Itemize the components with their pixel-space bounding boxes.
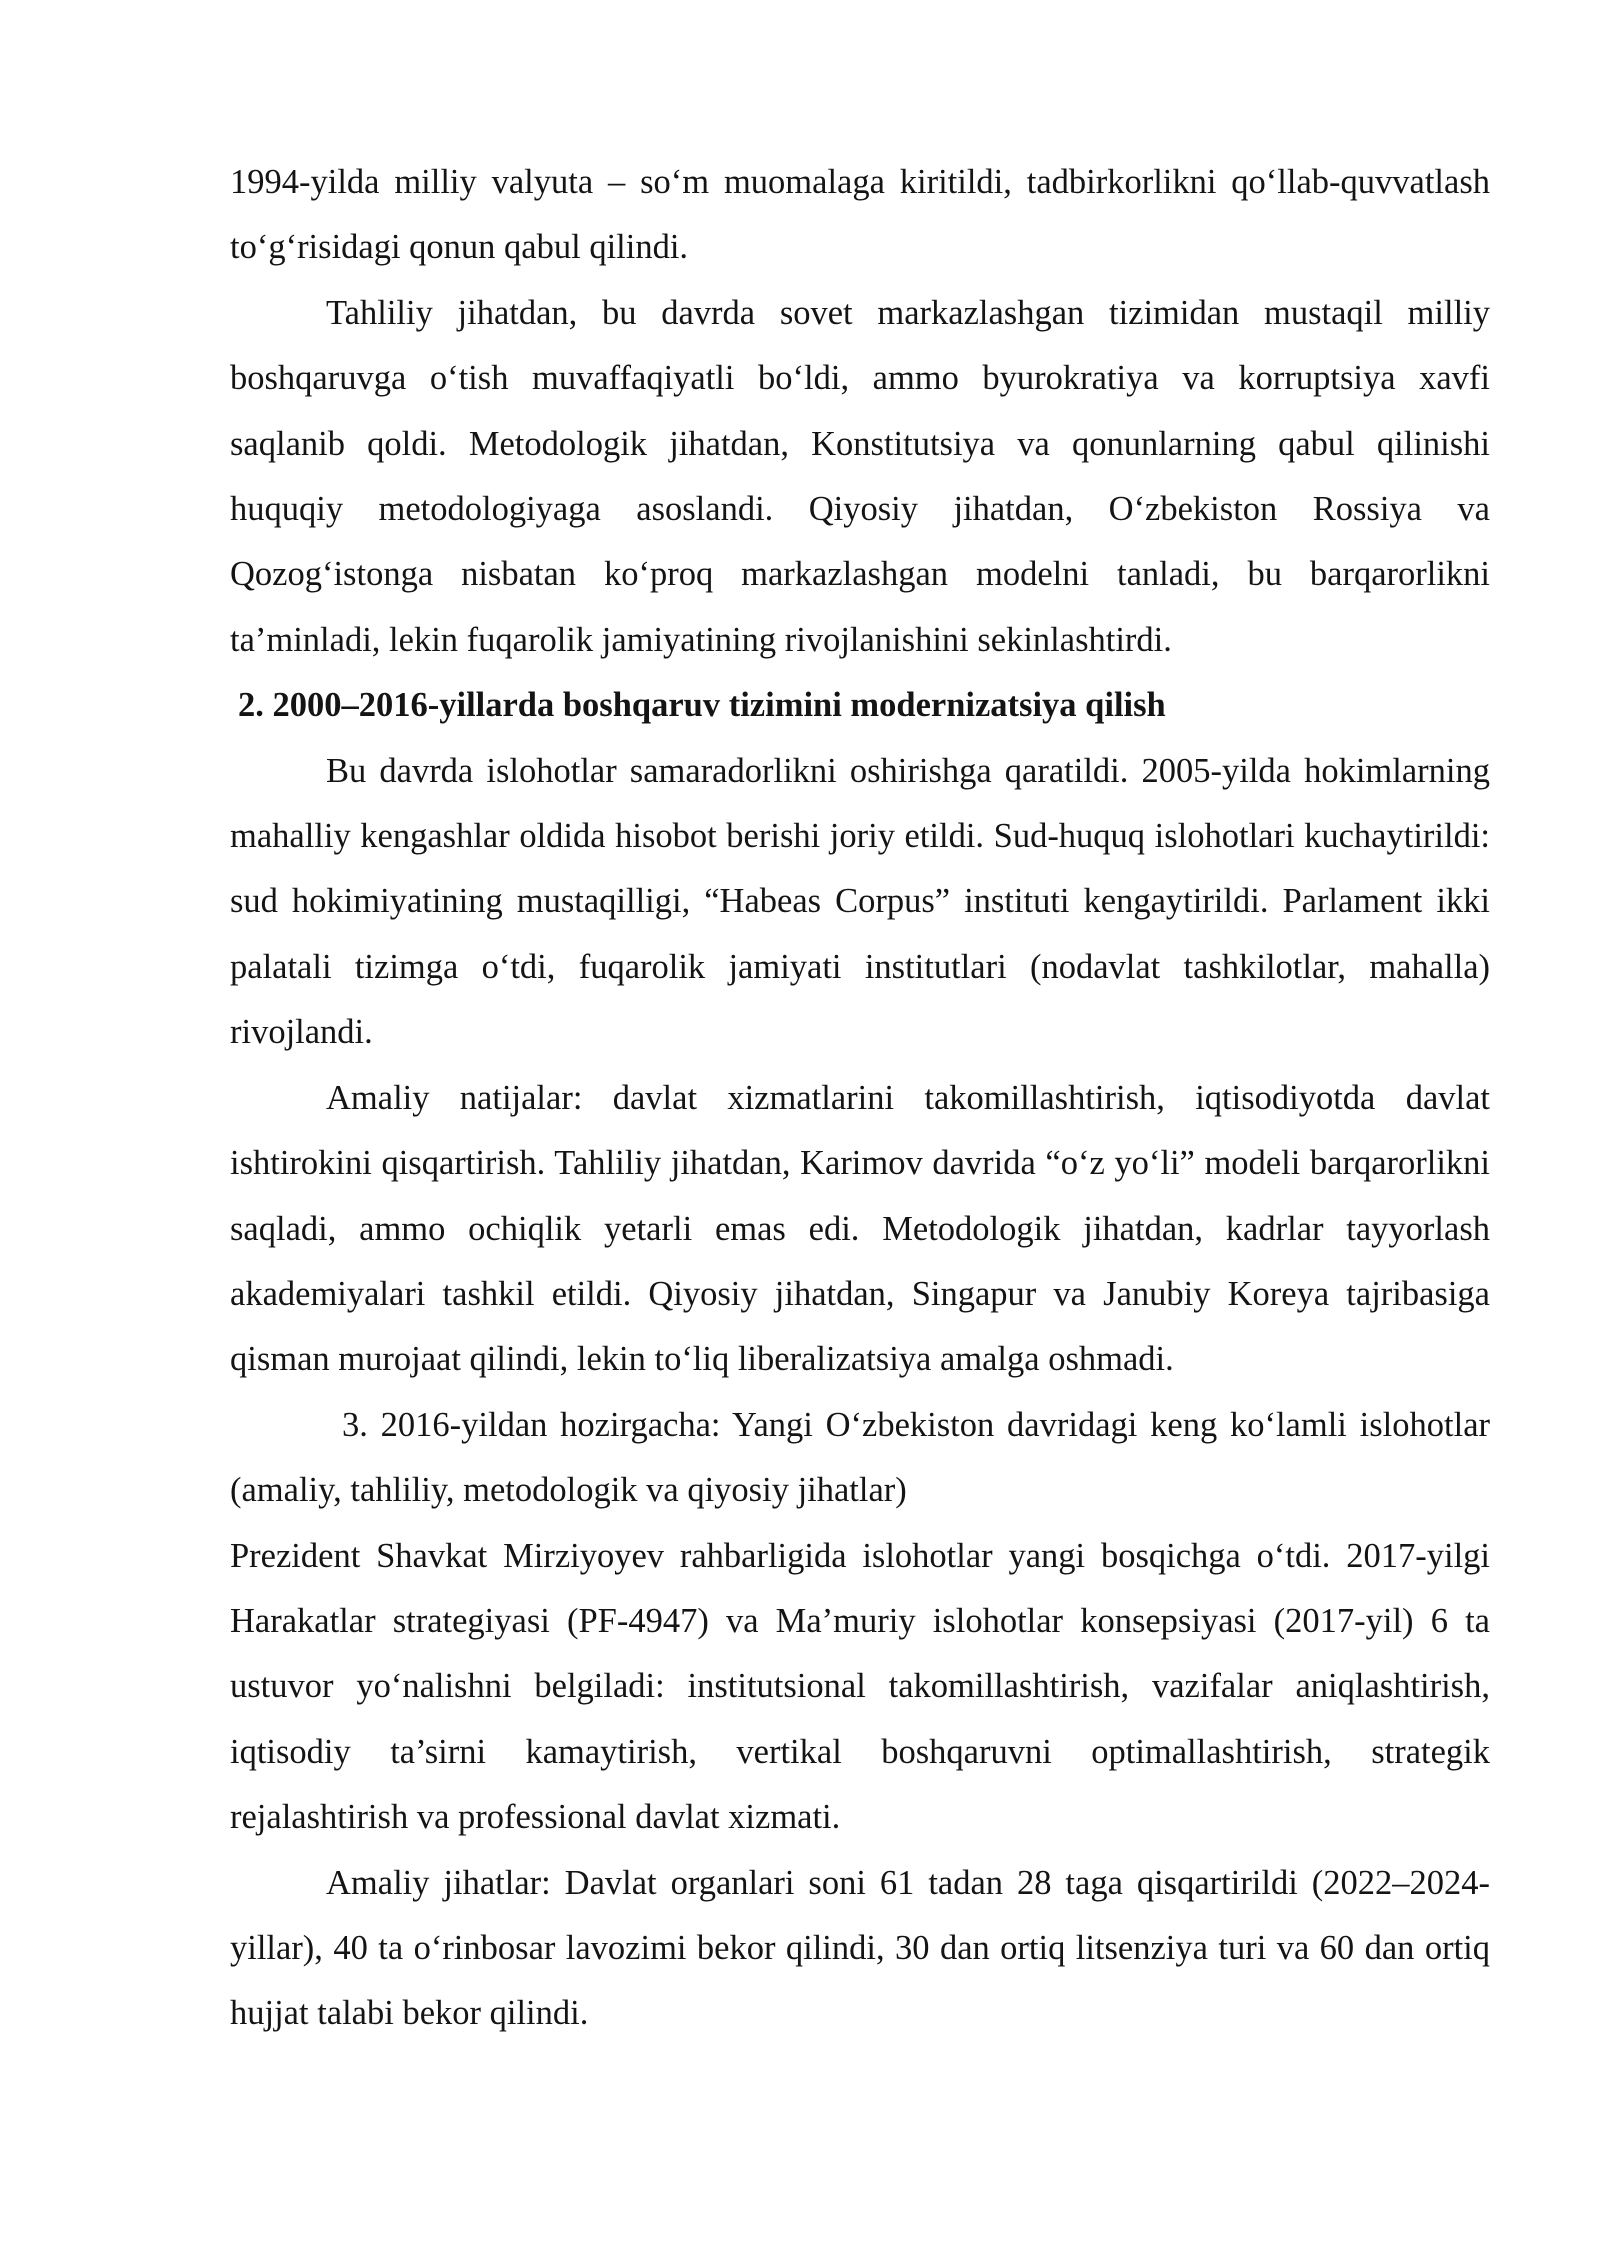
- paragraph-practical-results: Amaliy natijalar: davlat xizmatlarini takomillashtirish, iqtisodiyotda davlat ishtirokini qisqartirish. Tahliliy jihatdan, Karimov davrida “o‘z yo‘li” modeli barqarorlikni saqladi, ammo ochiqlik yetarli emas edi. Metodologik jihatdan, kadrlar tayyorlash akademiyalari tashkil etildi. Qiyosiy jihatdan, Singapur va Janubiy Koreya tajribasiga qisman murojaat qilindi, lekin to‘liq liberalizatsiya amalga oshmadi.: [230, 1078, 1490, 1379]
- section-heading-modernization: 2. 2000–2016-yillarda boshqaruv tizimini modernizatsiya qilish: [238, 686, 1166, 725]
- paragraph-reforms-efficiency: Bu davrda islohotlar samaradorlikni oshirishga qaratildi. 2005-yilda hokimlarning mahalliy kengashlar oldida hisobot berishi joriy etildi. Sud-huquq islohotlari kuchaytirildi: sud hokimiyatining mustaqilligi, “Habeas Corpus” instituti kengaytirildi. Parlament ikki palatali tizimga o‘tdi, fuqarolik jamiyati institutlari (nodavlat tashkilotlar, mahalla) rivojlandi.: [230, 751, 1490, 1052]
- paragraph-action-strategy: Prezident Shavkat Mirziyoyev rahbarligida islohotlar yangi bosqichga o‘tdi. 2017-yilgi Harakatlar strategiyasi (PF-4947) va Ma’muriy islohotlar konsepsiyasi (2017-yil) 6 ta ustuvor yo‘nalishni belgiladi: institutsional takomillashtirish, vazifalar aniqlashtirish, iqtisodiy ta’sirni kamaytirish, vertikal boshqaruvni optimallashtirish, strategik rejalashtirish va professional davlat xizmati.: [230, 1536, 1490, 1837]
- document-body: [230, 150, 1490, 2047]
- paragraph-practical-aspects: Amaliy jihatlar: Davlat organlari soni 61 tadan 28 taga qisqartirildi (2022–2024-yillar), 40 ta o‘rinbosar lavozimi bekor qilindi, 30 dan ortiq litsenziya turi va 60 dan ortiq hujjat talabi bekor qilindi.: [230, 1863, 1490, 2033]
- paragraph-currency-law: 1994-yilda milliy valyuta – so‘m muomalaga kiritildi, tadbirkorlikni qo‘llab-quvvatlash to‘g‘risidagi qonun qabul qilindi.: [230, 163, 1490, 267]
- section-heading-new-uzbekistan: 3. 2016-yildan hozirgacha: Yangi O‘zbekiston davridagi keng ko‘lamli islohotlar (amaliy, tahliliy, metodologik va qiyosiy jihatlar): [230, 1405, 1490, 1510]
- paragraph-analysis-first-period: Tahliliy jihatdan, bu davrda sovet markazlashgan tizimidan mustaqil milliy boshqaruvga o‘tish muvaffaqiyatli bo‘ldi, ammo byurokratiya va korruptsiya xavfi saqlanib qoldi. Metodologik jihatdan, Konstitutsiya va qonunlarning qabul qilinishi huquqiy metodologiyaga asoslandi. Qiyosiy jihatdan, O‘zbekiston Rossiya va Qozog‘istonga nisbatan ko‘proq markazlashgan modelni tanladi, bu barqarorlikni ta’minladi, lekin fuqarolik jamiyatining rivojlanishini sekinlashtirdi.: [230, 293, 1490, 659]
